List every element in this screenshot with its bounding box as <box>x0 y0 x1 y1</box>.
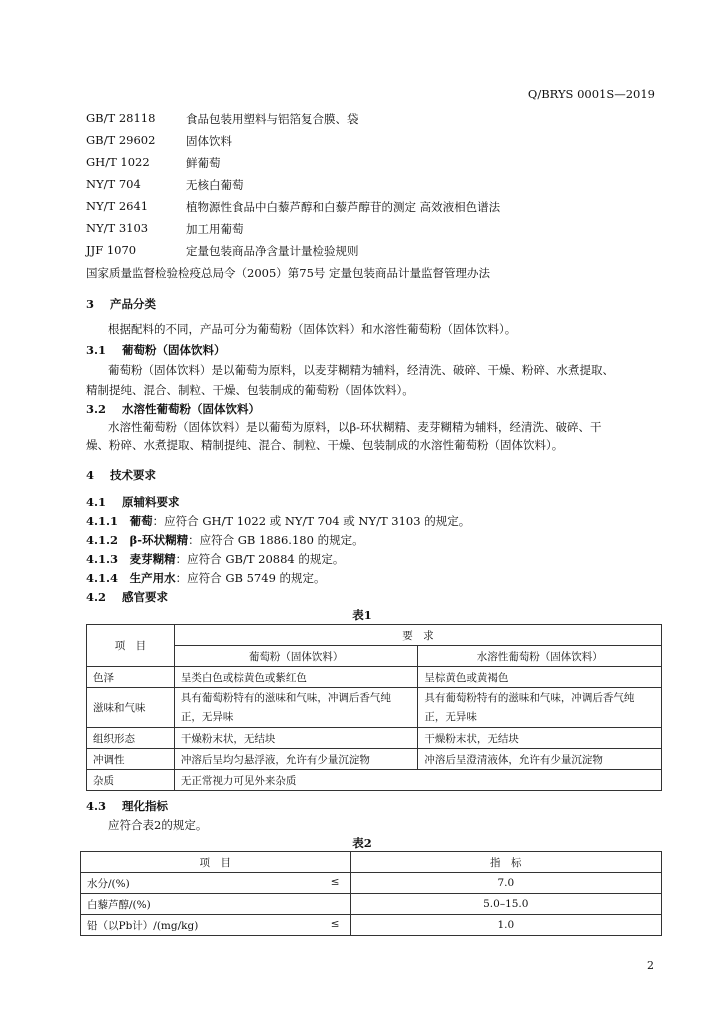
table-header-col: 葡萄粉（固体饮料） <box>174 646 418 667</box>
table-cell: 干燥粉末状，无结块 <box>418 728 662 749</box>
table-row <box>87 770 662 791</box>
paragraph: 根据配料的不同，产品可分为葡萄粉（固体饮料）和水溶性葡萄粉（固体饮料）。 <box>108 322 517 336</box>
table-cell <box>174 688 418 728</box>
clause-text: ：应符合 GH/T 1022 或 NY/T 704 或 NY/T 3103 的规定。 <box>152 514 471 528</box>
subsection-3-1-heading <box>86 342 226 358</box>
ref-title: 鲜葡萄 <box>186 156 221 170</box>
cell-line: 正，无异味 <box>424 710 477 723</box>
section-title: 技术要求 <box>110 468 157 482</box>
table-cell: 冲溶后呈均匀悬浮液，允许有少量沉淀物 <box>174 749 418 770</box>
section-number: 4.1 <box>86 495 107 509</box>
table-1-caption: 表1 <box>352 608 372 622</box>
ref-code: NY/T 2641 <box>86 199 149 213</box>
clause-4-1-3 <box>86 551 344 567</box>
ref-code: GH/T 1022 <box>86 155 150 169</box>
ref-title: 食品包装用塑料与铝箔复合膜、袋 <box>186 112 359 126</box>
table-row <box>87 749 662 770</box>
item-label: 白藜芦醇/(%) <box>87 898 151 911</box>
paragraph-line: 葡萄粉（固体饮料）是以葡萄为原料，以麦芽糊精为辅料，经清洗、破碎、干燥、粉碎、水煮提取、 <box>108 363 614 377</box>
section-number: 4 <box>86 468 95 482</box>
le-symbol: ≤ <box>330 917 340 930</box>
table-row <box>81 894 662 915</box>
item-label: 水分/(%) <box>87 877 130 890</box>
table-row <box>81 873 662 894</box>
section-title: 理化指标 <box>122 799 169 813</box>
table-1 <box>86 624 662 791</box>
clause-number: 4.1.1 <box>86 514 119 528</box>
table-cell <box>81 873 351 894</box>
table-header-requirement: 要 求 <box>174 625 661 646</box>
table-cell: 冲调性 <box>87 749 175 770</box>
paragraph: 应符合表2的规定。 <box>108 818 208 832</box>
table-cell: 杂质 <box>87 770 175 791</box>
table-cell: 组织形态 <box>87 728 175 749</box>
clause-label: 生产用水 <box>129 571 176 585</box>
ref-code: NY/T 3103 <box>86 221 149 235</box>
table-2 <box>80 851 662 936</box>
table-cell: 1.0 <box>350 915 661 936</box>
table-row <box>81 915 662 936</box>
table-cell: 滋味和气味 <box>87 688 175 728</box>
ref-code: NY/T 704 <box>86 177 141 191</box>
section-number: 4.3 <box>86 799 107 813</box>
cell-line: 具有葡萄粉特有的滋味和气味，冲调后香气纯 <box>424 691 635 704</box>
clause-number: 4.1.3 <box>86 552 119 566</box>
table-cell: 呈棕黄色或黄褐色 <box>418 667 662 688</box>
ref-title: 加工用葡萄 <box>186 222 244 236</box>
section-number: 3 <box>86 297 95 311</box>
subsection-4-3-heading <box>86 798 168 814</box>
clause-number: 4.1.4 <box>86 571 119 585</box>
table-cell: 干燥粉末状，无结块 <box>174 728 418 749</box>
section-number: 3.2 <box>86 402 107 416</box>
ref-code: GB/T 28118 <box>86 111 156 125</box>
table-cell: 色泽 <box>87 667 175 688</box>
table-cell: 5.0–15.0 <box>350 894 661 915</box>
clause-text: ：应符合 GB 5749 的规定。 <box>175 571 326 585</box>
document-header: Q/BRYS 0001S—2019 <box>527 87 655 101</box>
paragraph-line: 水溶性葡萄粉（固体饮料）是以葡萄为原料，以β-环状糊精、麦芽糊精为辅料，经清洗、破碎、干 <box>108 420 602 434</box>
table-cell: 呈类白色或棕黄色或紫红色 <box>174 667 418 688</box>
paragraph-line: 精制提纯、混合、制粒、干燥、包装制成的葡萄粉（固体饮料）。 <box>86 383 414 397</box>
ref-code: GB/T 29602 <box>86 133 156 147</box>
cell-line: 正，无异味 <box>180 710 234 723</box>
subsection-3-2-heading <box>86 401 260 417</box>
clause-4-1-4 <box>86 570 326 586</box>
table-cell: 冲溶后呈澄清液体，允许有少量沉淀物 <box>418 749 662 770</box>
subsection-4-1-heading <box>86 494 180 510</box>
clause-text: ：应符合 GB/T 20884 的规定。 <box>175 552 345 566</box>
section-4-heading <box>86 467 156 483</box>
ref-title: 植物源性食品中白藜芦醇和白藜芦醇苷的测定 高效液相色谱法 <box>186 200 501 214</box>
section-number: 3.1 <box>86 343 107 357</box>
section-number: 4.2 <box>86 590 107 604</box>
table-cell <box>81 915 351 936</box>
table-header-item: 项 目 <box>81 852 351 873</box>
section-title: 产品分类 <box>110 297 157 311</box>
clause-label: 麦芽糊精 <box>129 552 176 566</box>
section-3-heading <box>86 296 156 312</box>
table-row <box>87 688 662 728</box>
table-row <box>87 728 662 749</box>
clause-label: β-环状糊精 <box>129 533 189 547</box>
clause-4-1-1 <box>86 513 470 529</box>
table-cell: 无正常视力可见外来杂质 <box>174 770 661 791</box>
subsection-4-2-heading <box>86 589 168 605</box>
ref-title: 定量包装商品净含量计量检验规则 <box>186 244 359 258</box>
page-number: 2 <box>647 959 654 972</box>
ref-title: 固体饮料 <box>186 134 232 148</box>
ref-title: 无核白葡萄 <box>186 178 244 192</box>
table-header-index: 指 标 <box>350 852 661 873</box>
table-2-caption: 表2 <box>352 836 372 850</box>
clause-4-1-2 <box>86 532 364 548</box>
table-cell <box>81 894 351 915</box>
section-title: 葡萄粉（固体饮料） <box>122 343 226 357</box>
section-title: 感官要求 <box>122 590 169 604</box>
paragraph-line: 燥、粉碎、水煮提取、精制提纯、混合、制粒、干燥、包装制成的水溶性葡萄粉（固体饮料）。 <box>86 438 564 452</box>
section-title: 原辅料要求 <box>122 495 180 509</box>
section-title: 水溶性葡萄粉（固体饮料） <box>122 402 261 416</box>
table-cell: 7.0 <box>350 873 661 894</box>
item-label: 铅（以Pb计）/(mg/kg) <box>87 919 199 932</box>
ref-regulation: 国家质量监督检验检疫总局令（2005）第75号 定量包装商品计量监督管理办法 <box>86 266 491 280</box>
clause-text: ：应符合 GB 1886.180 的规定。 <box>188 533 364 547</box>
clause-number: 4.1.2 <box>86 533 119 547</box>
cell-line: 具有葡萄粉特有的滋味和气味，冲调后香气纯 <box>180 691 391 704</box>
le-symbol: ≤ <box>330 875 340 888</box>
table-header-col: 水溶性葡萄粉（固体饮料） <box>418 646 662 667</box>
table-row <box>87 667 662 688</box>
table-header-item: 项 目 <box>87 625 175 667</box>
clause-label: 葡萄 <box>129 514 153 528</box>
table-cell <box>418 688 662 728</box>
ref-code: JJF 1070 <box>86 243 137 257</box>
